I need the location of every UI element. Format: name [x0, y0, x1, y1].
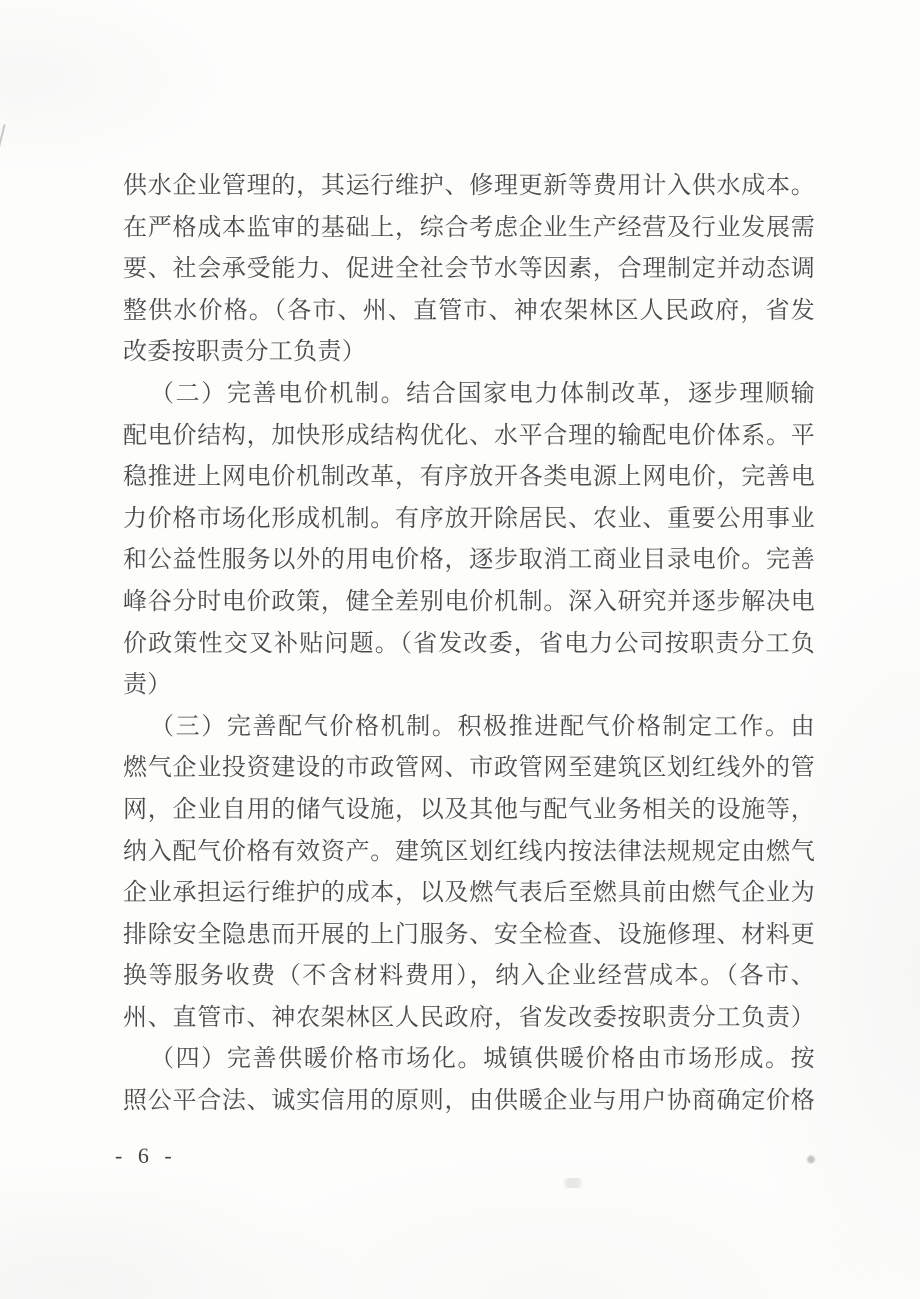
text-line: 稳推进上网电价机制改革，有序放开各类电源上网电价，完善电 — [123, 464, 815, 491]
text-line: 和公益性服务以外的用电价格，逐步取消工商业目录电价。完善 — [123, 547, 815, 574]
text-line: （二）完善电价机制。结合国家电力体制改革，逐步理顺输 — [150, 380, 815, 407]
text-line: 照公平合法、诚实信用的原则，由供暖企业与用户协商确定价格 — [123, 1088, 815, 1115]
scan-artifact — [806, 1155, 816, 1164]
text-line: 燃气企业投资建设的市政管网、市政管网至建筑区划红线外的管 — [123, 755, 815, 782]
scan-artifact — [560, 1178, 586, 1188]
text-line: 企业承担运行维护的成本，以及燃气表后至燃具前由燃气企业为 — [123, 880, 815, 907]
text-line: 改委按职责分工负责） — [123, 339, 366, 366]
body-text — [123, 166, 815, 1123]
text-line: 纳入配气价格有效资产。建筑区划红线内按法律法规规定由燃气 — [123, 838, 815, 865]
text-line: 排除安全隐患而开展的上门服务、安全检查、设施修理、材料更 — [123, 921, 815, 948]
text-line: 州、直管市、神农架林区人民政府，省发改委按职责分工负责） — [123, 1004, 815, 1031]
text-line: （三）完善配气价格机制。积极推进配气价格制定工作。由 — [150, 713, 815, 740]
text-line: 整供水价格。（各市、州、直管市、神农架林区人民政府，省发 — [123, 297, 815, 324]
text-line: 责） — [123, 672, 172, 699]
text-line: 价政策性交叉补贴问题。（省发改委，省电力公司按职责分工负 — [123, 630, 815, 657]
text-line: 网，企业自用的储气设施，以及其他与配气业务相关的设施等， — [123, 796, 815, 823]
text-line: 力价格市场化形成机制。有序放开除居民、农业、重要公用事业 — [123, 505, 815, 532]
page-number: - 6 - — [115, 1143, 177, 1168]
scan-artifact — [0, 124, 6, 154]
text-line: 配电价结构，加快形成结构优化、水平合理的输配电价体系。平 — [123, 422, 815, 449]
text-line: 在严格成本监审的基础上，综合考虑企业生产经营及行业发展需 — [123, 214, 815, 241]
text-line: （四）完善供暖价格市场化。城镇供暖价格由市场形成。按 — [150, 1046, 815, 1073]
text-line: 要、社会承受能力、促进全社会节水等因素，合理制定并动态调 — [123, 256, 815, 283]
text-line: 供水企业管理的，其运行维护、修理更新等费用计入供水成本。 — [123, 173, 815, 199]
text-line: 换等服务收费（不含材料费用），纳入企业经营成本。（各市、 — [123, 963, 815, 990]
text-line: 峰谷分时电价政策，健全差别电价机制。深入研究并逐步解决电 — [123, 588, 815, 615]
